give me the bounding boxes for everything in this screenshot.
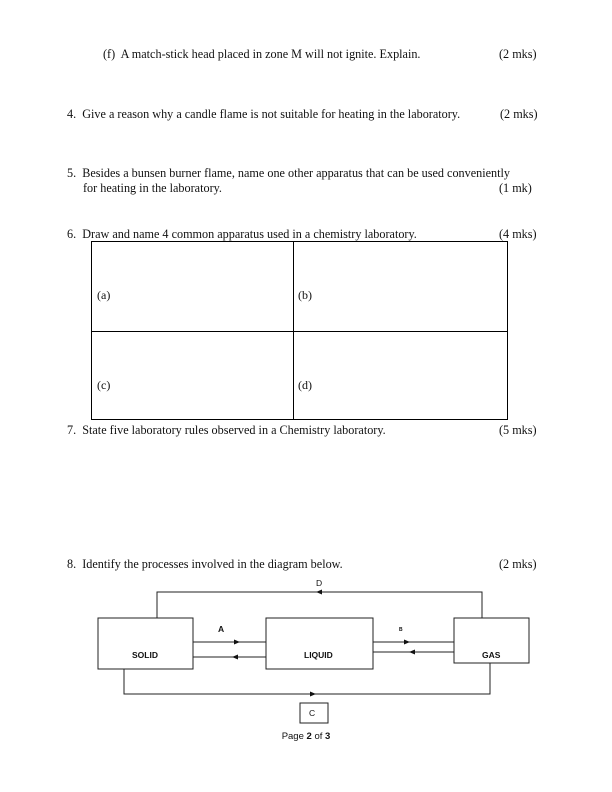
question-6-text: Draw and name 4 common apparatus used in a chemistry laboratory.	[82, 227, 417, 241]
liquid-label: LIQUID	[304, 650, 333, 660]
solid-box	[98, 618, 193, 669]
page-total: 3	[325, 731, 331, 742]
question-7-marks: (5 mks)	[499, 423, 537, 437]
question-4-marks: (2 mks)	[500, 107, 538, 121]
question-7-text: State five laboratory rules observed in a Chemistry laboratory.	[82, 423, 386, 437]
gas-label: GAS	[482, 650, 501, 660]
cell-b-label: (b)	[298, 288, 312, 302]
question-8-text: Identify the processes involved in the diagram below.	[82, 557, 343, 571]
question-3f-label: (f)	[103, 47, 116, 61]
question-7-number: 7.	[67, 423, 77, 437]
page-middle: of	[311, 731, 326, 742]
process-a-label: A	[218, 624, 225, 634]
question-6-number: 6.	[67, 227, 77, 241]
question-8-marks: (2 mks)	[499, 557, 537, 571]
cell-a-label: (a)	[97, 288, 111, 302]
page-current: 2	[306, 731, 312, 742]
question-4-text: Give a reason why a candle flame is not suitable for heating in the laboratory.	[82, 107, 461, 121]
process-c-label: C	[309, 708, 316, 718]
question-3f-marks: (2 mks)	[499, 47, 537, 61]
question-5-marks: (1 mk)	[499, 181, 532, 195]
page-footer	[0, 731, 612, 742]
process-d-label: D	[316, 578, 323, 588]
question-8-number: 8.	[67, 557, 77, 571]
question-5-text-line1: Besides a bunsen burner flame, name one other apparatus that can be used conveniently	[82, 166, 510, 180]
cell-c-label: (c)	[97, 378, 111, 392]
page-prefix: Page	[281, 731, 307, 742]
process-b-label: B	[399, 627, 403, 633]
liquid-box	[266, 618, 373, 669]
solid-label: SOLID	[132, 650, 158, 660]
question-5-text-line2: for heating in the laboratory.	[83, 181, 222, 195]
cell-d-label: (d)	[298, 378, 312, 392]
question-6-marks: (4 mks)	[499, 227, 537, 241]
question-4-number: 4.	[67, 107, 77, 121]
question-5-number: 5.	[67, 166, 77, 180]
question-3f-text: A match-stick head placed in zone M will not ignite. Explain.	[120, 47, 421, 61]
